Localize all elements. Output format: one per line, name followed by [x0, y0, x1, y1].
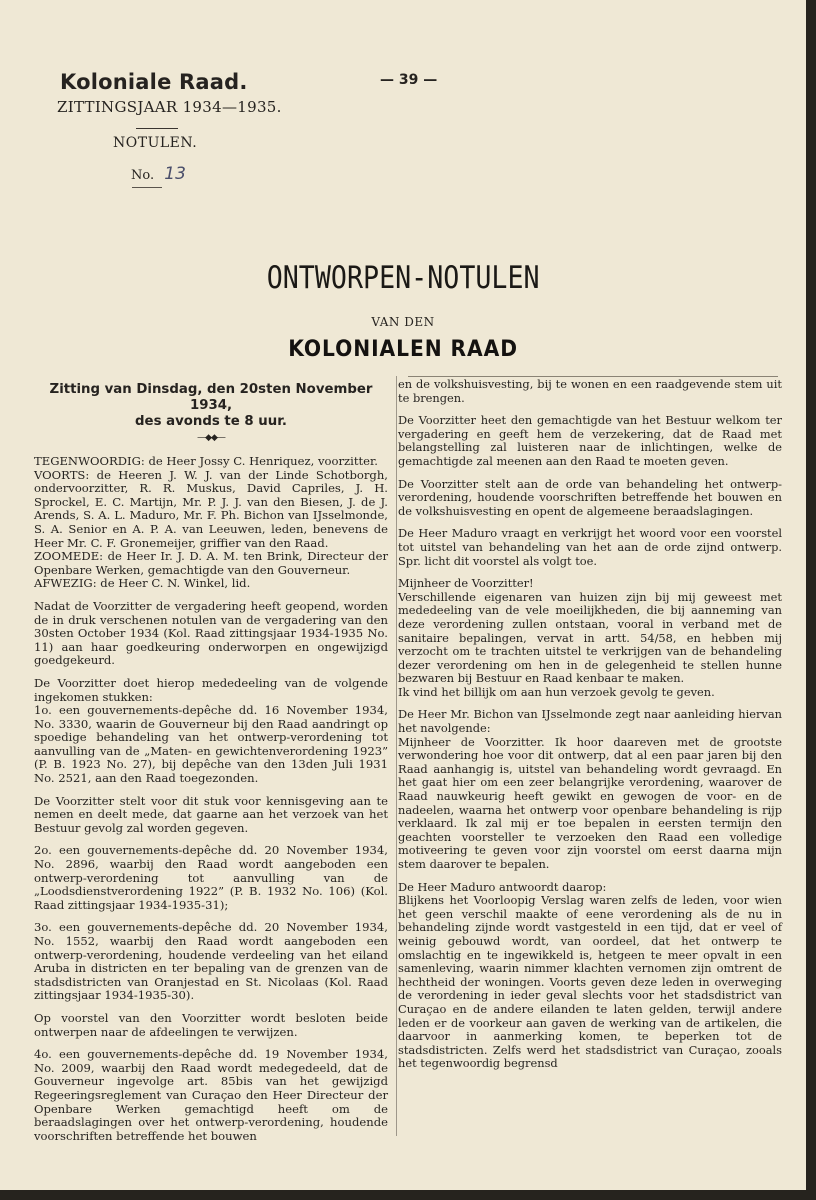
attendance-members: VOORTS: de Heeren J. W. J. van der Linde Schotborgh, ondervoorzitter, R. R. Muskus, David Capriles, J. H. Sprockel, E. C. Martijn, Mr. P. J. J. van den Biesen, J. de J. Arends, S. A. L. Maduro, Mr. F. Ph. Bichon van IJsselmonde, S. A. Senior en A. P. A. van Leeuwen, leden, benevens de Heer Mr. C. F. Gronemeijer, griffier van den Raad. [34, 467, 388, 550]
body-paragraph: en de volkshuisvesting, bij te wonen en een raadgevende stem uit te brengen. [398, 377, 782, 405]
body-paragraph: Ik vind het billijk om aan hun verzoek gevolg te geven. [398, 684, 715, 699]
number-underline [132, 187, 162, 188]
body-paragraph: 1o. een gouvernements-depêche dd. 16 November 1934, No. 3330, waarin de Gouverneur bij den Raad aandringt op spoedige behandeling van het ontwerp-verordening tot aanvulling van de „Maten- en gewichtenverordening 1923” (P. B. 1923 No. 27), bij depêche van den 13den Juli 1931 No. 2521, aan den Raad toegezonden. [34, 703, 388, 786]
body-paragraph: De Heer Maduro vraagt en verkrijgt het woord voor een voorstel tot uitstel van behandeling van het aan de orde zijnd ontwerp. Spr. licht dit voorstel als volgt toe. [398, 526, 782, 568]
body-paragraph: 3o. een gouvernements-depêche dd. 20 November 1934, No. 1552, waarbij den Raad wordt aangeboden een ontwerp-verordening, houdende verdeeling van het eiland Aruba in districten en ter bepaling van de grenzen van de stadsdistricten van Oranjestad en St. Nicolaas (Kol. Raad zittingsjaar 1934-1935-30). [34, 920, 388, 1003]
body-paragraph: De Voorzitter doet hierop mededeeling van de volgende ingekomen stukken: [34, 675, 388, 704]
body-paragraph: Mijnheer de Voorzitter! [398, 576, 534, 591]
body-paragraph: De Heer Mr. Bichon van IJsselmonde zegt naar aanleiding hiervan het navolgende: [398, 707, 782, 736]
scan-border-bottom [0, 1190, 816, 1200]
header-divider [136, 128, 178, 129]
body-paragraph: Mijnheer de Voorzitter. Ik hoor daareven met de grootste verwondering hoe voor dit ontwerp, dat al een paar jaren bij den Raad aanhangig is, uitstel van behandeling wordt gevraagd. En het gaat hier om een zeer belangrijke verordening, waarover de Raad nauwkeurig heeft gewikt en gewogen de voor- en de nadeelen, waarna het ontwerp voor openbare behandeling is rijp verklaard. Ik zal mij er toe bepalen in eersten termijn den geachten voorsteller te verzoeken den Raad een volledige motiveering te geven voor zijn voorstel om eerst daarna mijn stem daarover te bepalen. [398, 734, 782, 871]
body-paragraph: Op voorstel van den Voorzitter wordt besloten beide ontwerpen naar de afdeelingen te verwijzen. [34, 1010, 388, 1039]
attendance-absent: AFWEZIG: de Heer C. N. Winkel, lid. [34, 576, 251, 591]
attendance-also: ZOOMEDE: de Heer Ir. J. D. A. M. ten Brink, Directeur der Openbare Werken, gemachtigde van den Gouverneur. [34, 549, 388, 577]
right-column [398, 378, 782, 1071]
handwritten-number: 13 [164, 164, 186, 184]
masthead-title: ONTWORPEN-NOTULEN [266, 260, 540, 296]
column-divider [396, 376, 397, 1136]
sitting-heading-line2: des avonds te 8 uur. [135, 414, 287, 429]
body-paragraph: Verschillende eigenaren van huizen zijn bij mij geweest met mededeeling van de vele moeilijkheden, die bij aanneming van deze verordening zullen ontstaan, vooral in verband met de sanitaire bepalingen, vervat in artt. 54/58, en hebben mij verzocht om te trachten uitstel te verkrijgen van de behandeling dezer verordening om hen in de gelegenheid te stellen hunne bezwaren bij Bestuur en Raad kenbaar te maken. [398, 589, 782, 686]
document-number [131, 164, 186, 184]
body-paragraph: 2o. een gouvernements-depêche dd. 20 November 1934, No. 2896, waarbij den Raad wordt aangeboden een ontwerp-verordening tot aanvulling van de „Loodsdienstverordening 1922” (P. B. 1932 No. 106) (Kol. Raad zittingsjaar 1934-1935-31); [34, 843, 388, 912]
body-paragraph: Blijkens het Voorloopig Verslag waren zelfs de leden, voor wien het geen verschil maakte of eene verordening als de nu in behandeling zijnde wordt vastgesteld in een tijd, dat er veel of weinig gebouwd wordt, van oordeel, dat het ontwerp te omslachtig en te ingewikkeld is, hetgeen te meer opvalt in een samenleving, waarin nimmer klachten vernomen zijn omtrent de hechtheid der woningen. Voorts geven deze leden in overweging de verordening in ieder geval slechts voor het stadsdistrict van Curaçao en de andere eilanden te laten gelden, terwijl andere leden er de voorkeur aan gaven de werking van de artikelen, die daarvoor in aanmerking komen, te beperken tot de stadsdistricten. Zelfs werd het stadsdistrict van Curaçao, zooals het tegenwoordig begrensd [398, 893, 782, 1071]
masthead-subtitle: VAN DEN [371, 315, 435, 329]
scan-border-right [806, 0, 816, 1200]
left-column [34, 382, 388, 1143]
page-number: — 39 — [380, 72, 438, 88]
ornament-divider: —◆◆— [197, 433, 225, 443]
body-paragraph: De Voorzitter heet den gemachtigde van het Bestuur welkom ter vergadering en geeft hem de verzekering, dat de Raad met belangstelling zal luisteren naar de inlichtingen, welke de gemachtigde zal meenen aan den Raad te moeten geven. [398, 413, 782, 468]
body-paragraph: 4o. een gouvernements-depêche dd. 19 November 1934, No. 2009, waarbij den Raad wordt medegedeeld, dat de Gouverneur ingevolge art. 85bis van het gewijzigd Regeeringsreglement van Curaçao den Heer Directeur der Openbare Werken gemachtigd heeft om de beraadslagingen over het ontwerp-verordening, houdende voorschriften betreffende het bouwen [34, 1047, 388, 1143]
body-paragraph: Nadat de Voorzitter de vergadering heeft geopend, worden de in druk verschenen notulen van de vergadering van den 30sten October 1934 (Kol. Raad zittingsjaar 1934-1935 No. 11) aan haar goedkeuring onderworpen en ongewijzigd goedgekeurd. [34, 598, 388, 668]
sitting-heading-line1: Zitting van Dinsdag, den 20sten November 1934, [49, 382, 373, 413]
number-label: No. [131, 168, 155, 183]
masthead-banner: KOLONIALEN RAAD [288, 337, 518, 362]
body-paragraph: De Voorzitter stelt aan de orde van behandeling het ontwerp-verordening, houdende voorschriften betreffende het bouwen en de volkshuisvesting en opent de algemeene beraadslagingen. [398, 476, 782, 518]
session-year: ZITTINGSJAAR 1934—1935. [57, 98, 282, 116]
body-paragraph: De Voorzitter stelt voor dit stuk voor kennisgeving aan te nemen en deelt mede, dat gaarne aan het verzoek van het Bestuur gevolg zal worden gegeven. [34, 793, 388, 835]
council-title: Koloniale Raad. [60, 70, 248, 94]
body-paragraph: De Heer Maduro antwoordt daarop: [398, 879, 607, 894]
notulen-label: NOTULEN. [113, 135, 198, 151]
attendance-present: TEGENWOORDIG: de Heer Jossy C. Henriquez, voorzitter. [34, 454, 378, 468]
